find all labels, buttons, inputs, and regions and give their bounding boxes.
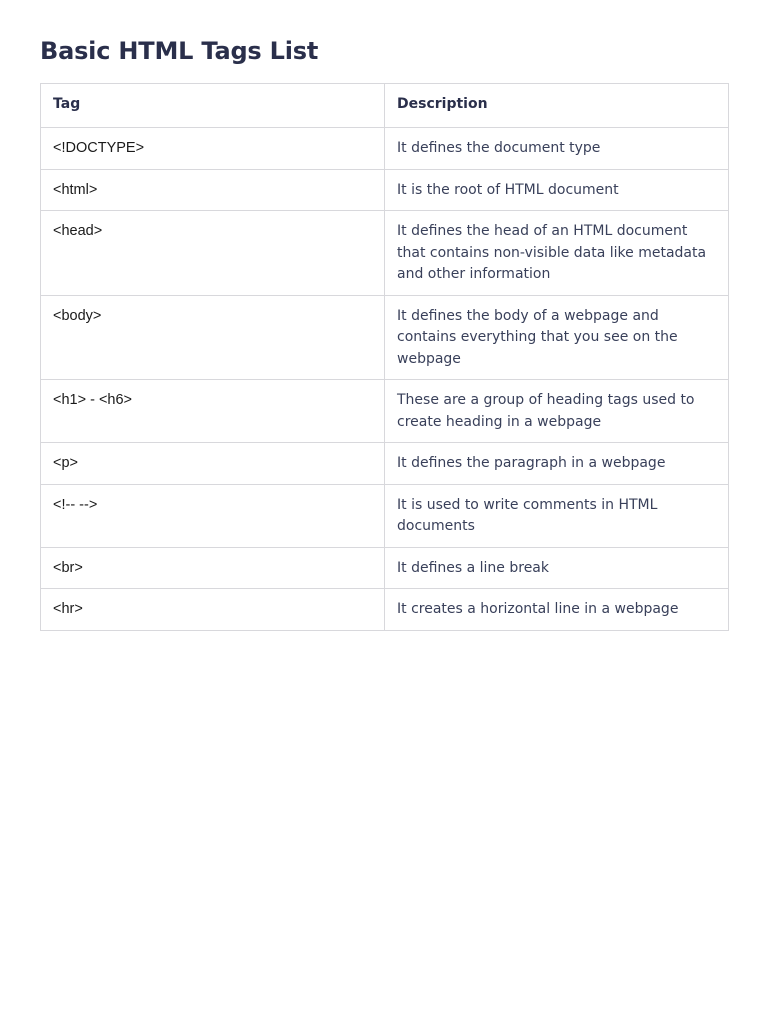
tag-cell: <br> <box>41 547 385 589</box>
tag-cell: <h1> - <h6> <box>41 380 385 443</box>
tag-cell: <html> <box>41 169 385 211</box>
description-cell: It defines the document type <box>385 128 729 170</box>
table-row <box>41 484 729 547</box>
html-tags-table <box>40 83 729 631</box>
tag-cell: <!-- --> <box>41 484 385 547</box>
description-cell: It is the root of HTML document <box>385 169 729 211</box>
column-header-description: Description <box>385 84 729 128</box>
tag-cell: <hr> <box>41 589 385 631</box>
table-row <box>41 211 729 296</box>
table-row <box>41 589 729 631</box>
table-row <box>41 295 729 380</box>
page-title: Basic HTML Tags List <box>40 37 319 65</box>
description-cell: It defines the body of a webpage and contains everything that you see on the webpage <box>385 295 729 380</box>
tag-cell: <p> <box>41 443 385 485</box>
column-header-tag: Tag <box>41 84 385 128</box>
description-cell: It defines a line break <box>385 547 729 589</box>
description-cell: It creates a horizontal line in a webpage <box>385 589 729 631</box>
table-body <box>41 128 729 631</box>
description-cell: It defines the head of an HTML document that contains non-visible data like metadata and other information <box>385 211 729 296</box>
table-row <box>41 547 729 589</box>
table-row <box>41 169 729 211</box>
table-row <box>41 380 729 443</box>
table-header-row <box>41 84 729 128</box>
description-cell: These are a group of heading tags used to create heading in a webpage <box>385 380 729 443</box>
table-row <box>41 128 729 170</box>
tag-cell: <head> <box>41 211 385 296</box>
description-cell: It is used to write comments in HTML documents <box>385 484 729 547</box>
tag-cell: <body> <box>41 295 385 380</box>
table-header <box>41 84 729 128</box>
description-cell: It defines the paragraph in a webpage <box>385 443 729 485</box>
table-row <box>41 443 729 485</box>
tag-cell: <!DOCTYPE> <box>41 128 385 170</box>
